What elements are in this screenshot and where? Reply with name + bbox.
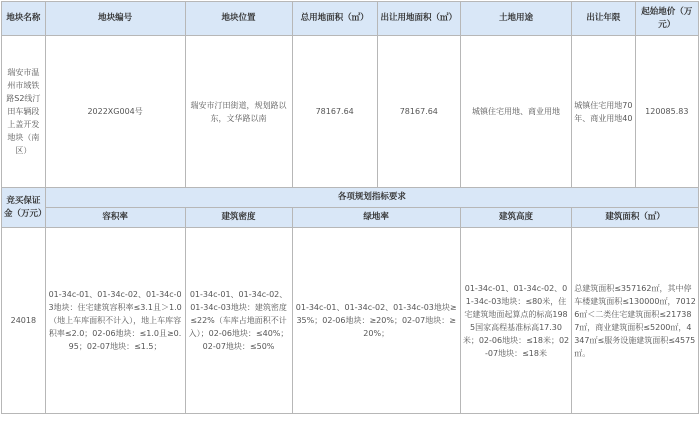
cell-name: 瑞安市温州市域铁路S2线汀田车辆段上盖开发地块（南区） xyxy=(2,36,46,188)
header3-row xyxy=(2,208,699,228)
header-location: 地块位置 xyxy=(185,2,292,36)
cell-far: 01-34c-01、01-34c-02、01-34c-03地块：住宅建筑容积率≤3.1且＞1.0（地上车库面积不计入），地上车库容积率≤2.0；02-06地块：≤1.0且≥0.95；02-07地块：≤1.5； xyxy=(45,228,185,414)
cell-use: 城镇住宅用地、商业用地 xyxy=(460,36,571,188)
header-green: 绿地率 xyxy=(292,208,460,228)
header2-row xyxy=(2,188,699,208)
header-term: 出让年限 xyxy=(572,2,635,36)
cell-height: 01-34c-01、01-34c-02、01-34c-03地块：≤80米，住宅建筑地面起算点的标高1985国家高程基准标高17.30米；02-06地块：≤18米；02-07地块：≤18米 xyxy=(460,228,571,414)
cell-sale-area: 78167.64 xyxy=(377,36,460,188)
requirements-row xyxy=(2,228,699,414)
header-sale-area: 出让用地面积（㎡） xyxy=(377,2,460,36)
parcel-row xyxy=(2,36,699,188)
cell-area: 总建筑面积≤357162㎡，其中停车楼建筑面积≤130000㎡，70126㎡＜二类住宅建筑面积≤217387㎡，商业建筑面积≤5200㎡，4347㎡≤服务设施建筑面积≤4575㎡。 xyxy=(572,228,699,414)
cell-id: 2022XG004号 xyxy=(45,36,185,188)
header-id: 地块编号 xyxy=(45,2,185,36)
cell-deposit: 24018 xyxy=(2,228,46,414)
header-use: 土地用途 xyxy=(460,2,571,36)
cell-location: 瑞安市汀田街道，规划路以东，文华路以南 xyxy=(185,36,292,188)
cell-total-area: 78167.64 xyxy=(292,36,377,188)
header-far: 容积率 xyxy=(45,208,185,228)
header-height: 建筑高度 xyxy=(460,208,571,228)
header-name: 地块名称 xyxy=(2,2,46,36)
cell-term: 城镇住宅用地70年、商业用地40 xyxy=(572,36,635,188)
cell-density: 01-34c-01、01-34c-02、01-34c-03地块：建筑密度≤22%（车库占地面积不计入）；02-06地块：≤40%；02-07地块：≤50% xyxy=(185,228,292,414)
header-requirements: 各项规划指标要求 xyxy=(45,188,698,208)
header-total-area: 总用地面积（㎡） xyxy=(292,2,377,36)
header-area: 建筑面积（㎡） xyxy=(572,208,699,228)
header-deposit: 竞买保证金（万元） xyxy=(2,188,46,228)
header-start-price: 起始地价（万元） xyxy=(635,2,698,36)
cell-green: 01-34c-01、01-34c-02、01-34c-03地块≥35%；02-06地块：≥20%；02-07地块：≥20%； xyxy=(292,228,460,414)
header-row xyxy=(2,2,699,36)
land-sale-table xyxy=(1,1,699,414)
header-density: 建筑密度 xyxy=(185,208,292,228)
cell-start-price: 120085.83 xyxy=(635,36,698,188)
